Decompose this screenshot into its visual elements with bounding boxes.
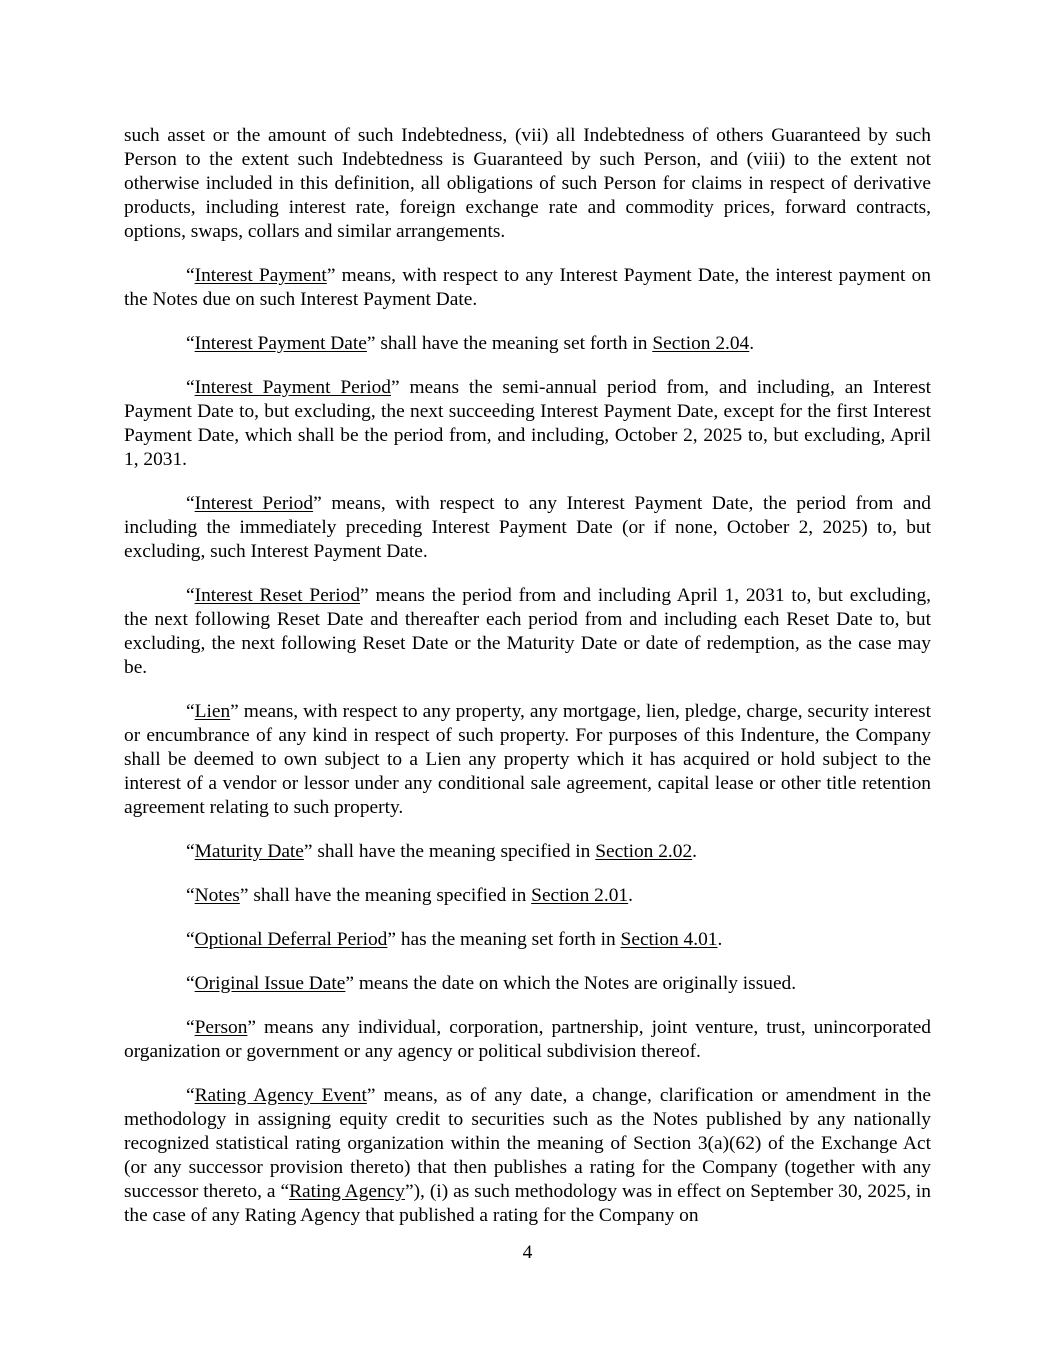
paragraph-text: .	[628, 885, 633, 906]
definition-paragraph	[124, 840, 931, 864]
paragraph-text: ” means, with respect to any Interest Payment Date, the period from and including the immediately preceding Interest Payment Date (or if none, October 2, 2025) to, but excluding, such Interest Payment Date.	[124, 493, 931, 562]
defined-term: Notes	[194, 885, 240, 906]
paragraph-text: ” means the date on which the Notes are originally issued.	[345, 973, 797, 994]
paragraph-text: ” shall have the meaning set forth in	[366, 333, 653, 354]
defined-term: Interest Payment Period	[194, 377, 391, 398]
definition-paragraph	[124, 264, 931, 312]
paragraph-text: “	[186, 377, 195, 398]
definition-paragraph	[124, 1084, 931, 1228]
paragraph-text: “	[186, 701, 195, 722]
paragraph-text: ” has the meaning set forth in	[387, 929, 621, 950]
paragraph-text: ” means, as of any date, a change, clarification or amendment in the methodology in assigning equity credit to securities such as the Notes published by any nationally recognized statistical rating organization within the meaning of Section 3(a)(62) of the Exchange Act (or any successor provision thereto) that then publishes a rating for the Company (together with any successor thereto, a “	[124, 1085, 931, 1202]
defined-term: Lien	[194, 701, 231, 722]
paragraph-text: “	[186, 929, 195, 950]
defined-term: Interest Payment Date	[194, 333, 367, 354]
defined-term: Interest Period	[194, 493, 314, 514]
paragraph-text: .	[692, 841, 698, 862]
section-reference[interactable]: Section 4.01	[620, 929, 718, 950]
document-page	[124, 124, 931, 1248]
definition-paragraph	[124, 584, 931, 680]
paragraph-text: ” means the period from and including April 1, 2031 to, but excluding, the next following Reset Date and thereafter each period from and including each Reset Date to, but excluding, the next following Reset Date or the Maturity Date or date of redemption, as the case may be.	[124, 585, 932, 678]
defined-term: Interest Reset Period	[194, 585, 361, 606]
defined-term: Maturity Date	[194, 841, 304, 862]
paragraph-text: “	[186, 885, 195, 906]
document-body	[124, 124, 931, 1228]
paragraph-text: “	[186, 493, 195, 514]
paragraph-text: “	[186, 841, 195, 862]
definition-paragraph	[124, 928, 931, 952]
paragraph-text: “	[186, 265, 195, 286]
paragraph-text: .	[717, 929, 723, 950]
definition-paragraph	[124, 700, 931, 820]
defined-term: Rating Agency	[289, 1181, 405, 1202]
definition-paragraph	[124, 492, 931, 564]
paragraph-text: “	[186, 585, 195, 606]
defined-term: Rating Agency Event	[194, 1085, 367, 1106]
paragraph-text: “	[186, 1085, 195, 1106]
paragraph-text: ” shall have the meaning specified in	[239, 885, 532, 906]
section-reference[interactable]: Section 2.04	[652, 333, 750, 354]
paragraph-text: ”), (i) as such methodology was in effect on September 30, 2025, in the case of any Rating Agency that published a rating for the Company on	[124, 1181, 931, 1226]
paragraph-text: .	[749, 333, 755, 354]
paragraph-text: ” shall have the meaning specified in	[303, 841, 596, 862]
defined-term: Person	[194, 1017, 248, 1038]
paragraph-text: ” means any individual, corporation, partnership, joint venture, trust, unincorporated organization or government or any agency or political subdivision thereof.	[124, 1017, 931, 1062]
page-number: 4	[522, 1242, 533, 1263]
definition-paragraph	[124, 332, 931, 356]
paragraph-text: “	[186, 333, 195, 354]
defined-term: Interest Payment	[194, 265, 327, 286]
paragraph-text: ” means, with respect to any property, any mortgage, lien, pledge, charge, security interest or encumbrance of any kind in respect of such property. For purposes of this Indenture, the Company shall be deemed to own subject to a Lien any property which it has acquired or hold subject to the interest of a vendor or lessor under any conditional sale agreement, capital lease or other title retention agreement relating to such property.	[124, 701, 931, 818]
paragraph-text: such asset or the amount of such Indebtedness, (vii) all Indebtedness of others Guaranteed by such Person to the extent such Indebtedness is Guaranteed by such Person, and (viii) to the extent not otherwise included in this definition, all obligations of such Person for claims in respect of derivative products, including interest rate, foreign exchange rate and commodity prices, forward contracts, options, swaps, collars and similar arrangements.	[124, 125, 931, 242]
continued-paragraph	[124, 124, 931, 244]
paragraph-text: “	[186, 973, 195, 994]
definition-paragraph	[124, 884, 931, 908]
section-reference[interactable]: Section 2.01	[531, 885, 629, 906]
paragraph-text: ” means the semi-annual period from, and including, an Interest Payment Date to, but excluding, the next succeeding Interest Payment Date, except for the first Interest Payment Date, which shall be the period from, and including, October 2, 2025 to, but excluding, April 1, 2031.	[124, 377, 932, 470]
paragraph-text: “	[186, 1017, 195, 1038]
section-reference[interactable]: Section 2.02	[595, 841, 693, 862]
definition-paragraph	[124, 972, 931, 996]
paragraph-text: ” means, with respect to any Interest Payment Date, the interest payment on the Notes due on such Interest Payment Date.	[124, 265, 931, 310]
definition-paragraph	[124, 1016, 931, 1064]
defined-term: Original Issue Date	[194, 973, 346, 994]
definition-paragraph	[124, 376, 931, 472]
defined-term: Optional Deferral Period	[194, 929, 388, 950]
